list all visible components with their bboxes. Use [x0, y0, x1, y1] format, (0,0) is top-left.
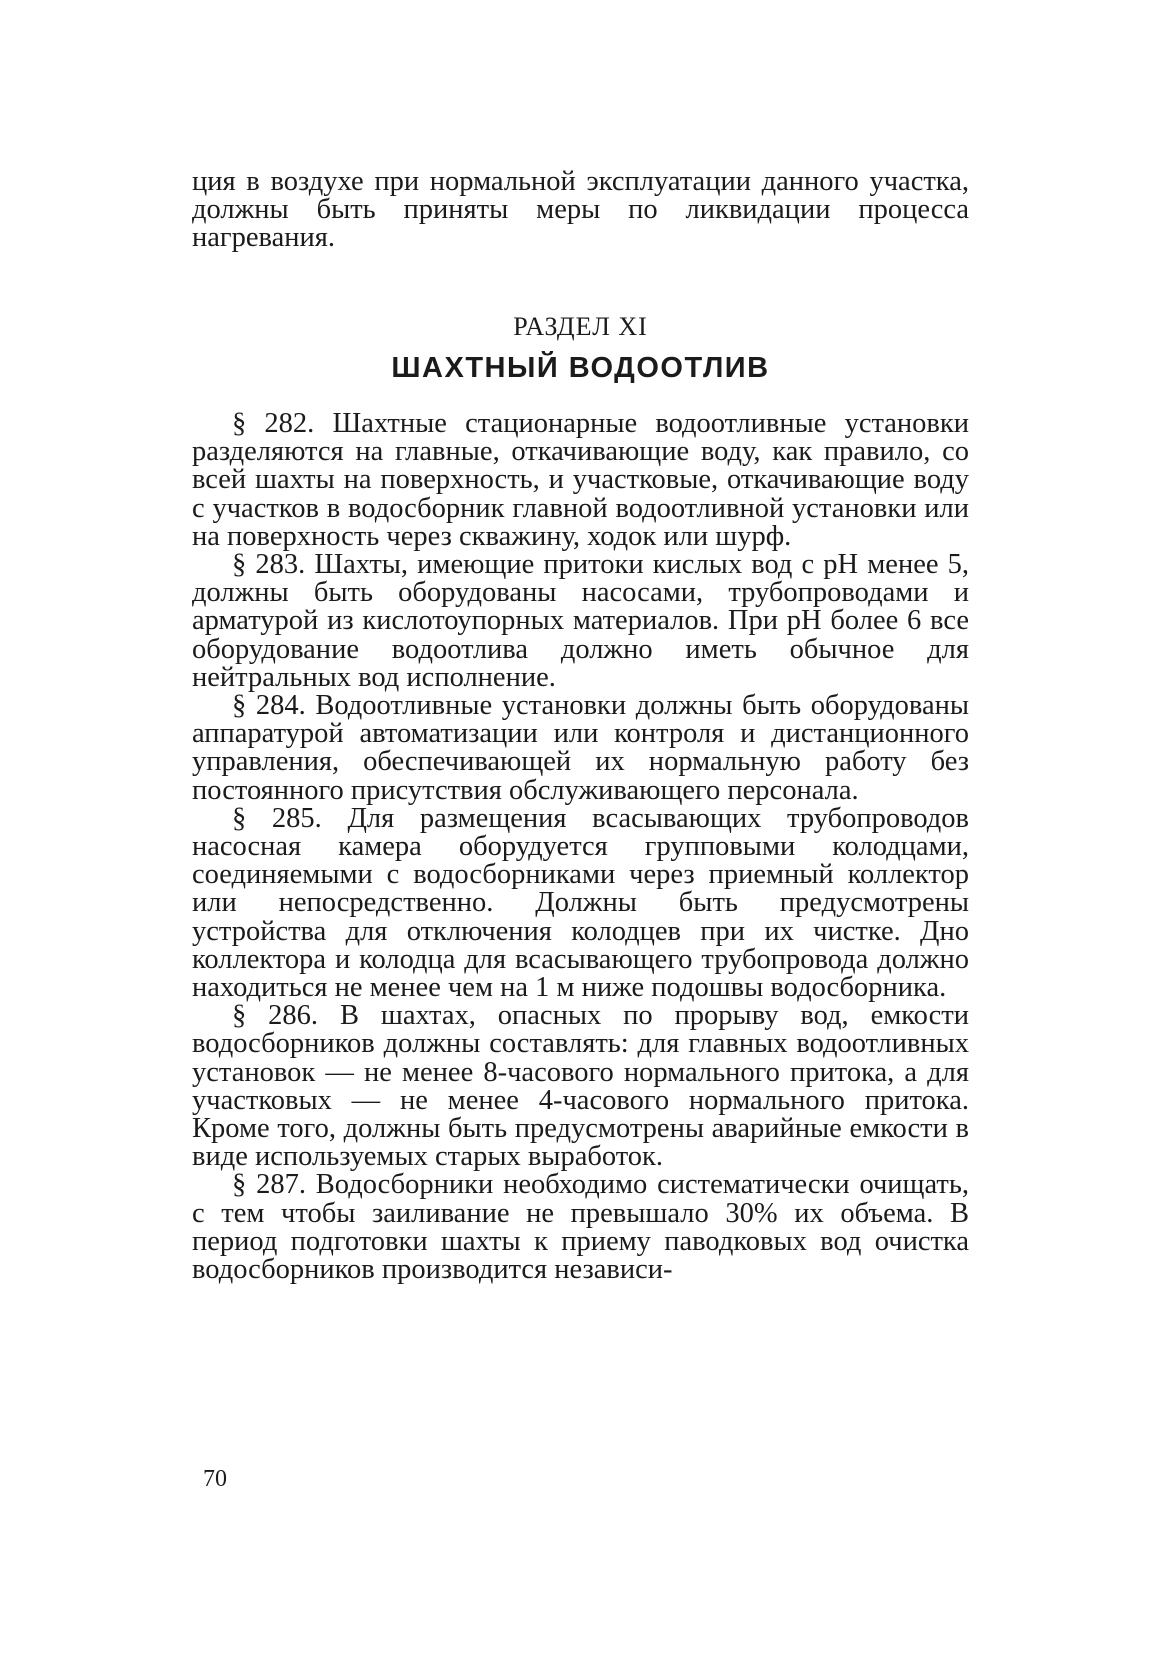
paragraph-283: § 283. Шахты, имеющие притоки кислых вод с pH менее 5, должны быть оборудованы насосами, трубопроводами и арматурой из кислотоупорных материалов. При pH более 6 все оборудование водоотлива должно иметь обычное для нейтральных вод исполнение. — [192, 549, 969, 693]
page-number: 70 — [203, 1466, 227, 1492]
paragraph-284: § 284. Водоотливные установки должны быть оборудованы аппаратурой автоматизации или контроля и дистанционного управления, обеспечивающей их нормальную работу без постоянного присутствия обслуживающего персонала. — [192, 690, 969, 806]
continuation-paragraph: ция в воздухе при нормальной эксплуатации данного участка, должны быть приняты меры по ликвидации процесса нагревания. — [192, 166, 969, 254]
paragraph-282: § 282. Шахтные стационарные водоотливные установки разделяются на главные, откачивающие воду, как правило, со всей шахты на поверхность, и участковые, откачивающие воду с участков в водосборник главной водоотливной установки или на поверхность через скважину, ходок или шурф. — [192, 408, 969, 552]
paragraph-list — [192, 410, 969, 1284]
paragraph-285: § 285. Для размещения всасывающих трубопроводов насосная камера оборудуется групповыми колодцами, соединяемыми с водосборниками через приемный коллектор или непосредственно. Должны быть предусмотрены устройства для отключения колодцев при их чистке. Дно коллектора и колодца для всасывающего трубопровода должно находиться не менее чем на 1 м ниже подошвы водосборника. — [192, 802, 969, 1004]
paragraph-286: § 286. В шахтах, опасных по прорыву вод, емкости водосборников должны составлять: для главных водоотливных установок — не менее 8-часового нормального притока, а для участковых — не менее 4-часового нормального притока. Кроме того, должны быть предусмотрены аварийные емкости в виде используемых старых выработок. — [192, 1000, 969, 1173]
section-label: РАЗДЕЛ XI — [513, 312, 648, 341]
paragraph-287: § 287. Водосборники необходимо систематически очищать, с тем чтобы заиливание не превышало 30% их объема. В период подготовки шахты к приему паводковых вод очистка водосборников производится независи- — [192, 1169, 969, 1286]
section-title: ШАХТНЫЙ ВОДООТЛИВ — [391, 352, 770, 384]
